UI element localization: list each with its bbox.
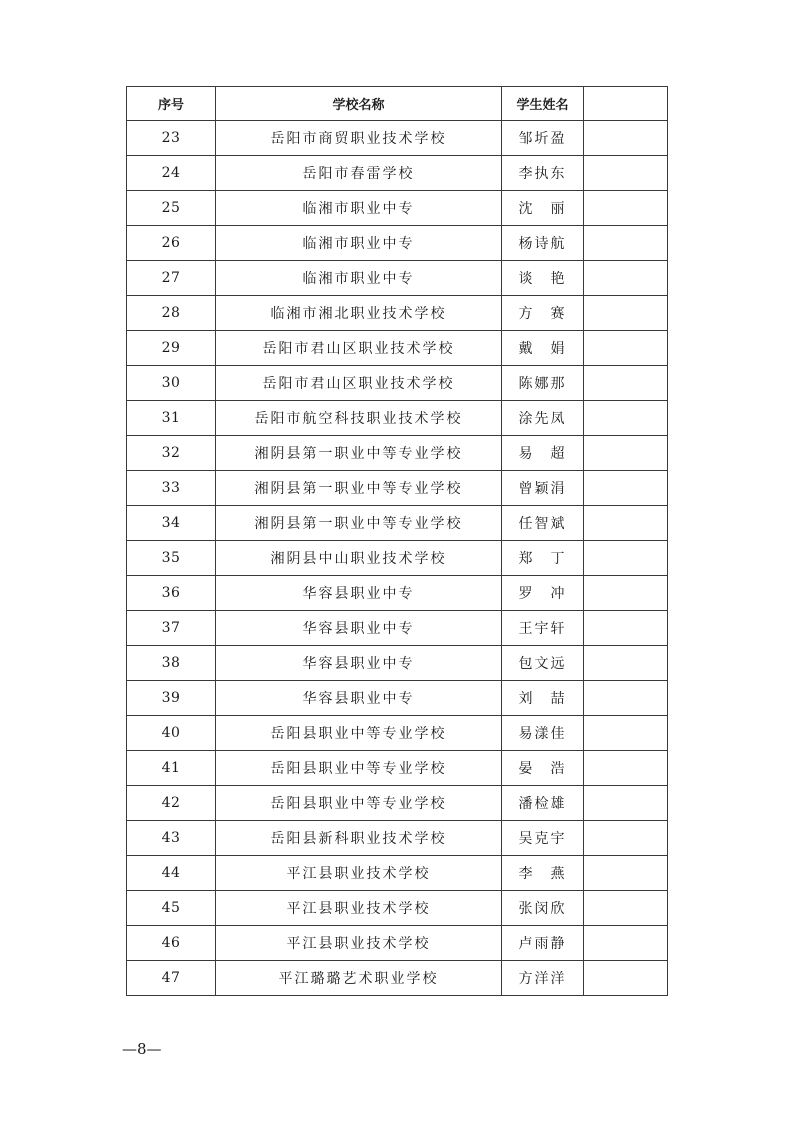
school-name-cell: 华容县职业中专 [216,576,502,611]
row-number-cell: 39 [127,681,216,716]
row-number-cell: 28 [127,296,216,331]
table-row [127,961,668,996]
table-header-row [127,87,668,121]
school-name-cell: 岳阳县新科职业技术学校 [216,821,502,856]
row-number-cell: 36 [127,576,216,611]
row-number-cell: 25 [127,191,216,226]
row-number-cell: 23 [127,121,216,156]
student-name-cell: 陈娜那 [502,366,584,401]
table-row [127,541,668,576]
blank-cell [584,751,668,786]
student-name-cell: 罗 冲 [502,576,584,611]
student-name-cell: 张闵欣 [502,891,584,926]
school-name-cell: 岳阳市春雷学校 [216,156,502,191]
table-row [127,576,668,611]
blank-cell [584,541,668,576]
blank-cell [584,156,668,191]
school-name-cell: 湘阴县第一职业中等专业学校 [216,506,502,541]
blank-cell [584,856,668,891]
row-number-cell: 29 [127,331,216,366]
school-name-cell: 华容县职业中专 [216,681,502,716]
header-number: 序号 [127,87,216,121]
header-school-name: 学校名称 [216,87,502,121]
school-name-cell: 华容县职业中专 [216,646,502,681]
row-number-cell: 31 [127,401,216,436]
table-row [127,506,668,541]
school-name-cell: 岳阳市航空科技职业技术学校 [216,401,502,436]
table-row [127,611,668,646]
student-name-cell: 包文远 [502,646,584,681]
school-name-cell: 平江县职业技术学校 [216,926,502,961]
table-row [127,191,668,226]
school-name-cell: 岳阳市商贸职业技术学校 [216,121,502,156]
row-number-cell: 46 [127,926,216,961]
school-name-cell: 临湘市湘北职业技术学校 [216,296,502,331]
header-blank [584,87,668,121]
school-name-cell: 岳阳县职业中等专业学校 [216,751,502,786]
student-name-cell: 吴克宇 [502,821,584,856]
blank-cell [584,716,668,751]
student-name-cell: 王宇轩 [502,611,584,646]
student-name-cell: 杨诗航 [502,226,584,261]
school-name-cell: 岳阳县职业中等专业学校 [216,716,502,751]
school-name-cell: 岳阳市君山区职业技术学校 [216,366,502,401]
student-name-cell: 李执东 [502,156,584,191]
student-name-cell: 易 超 [502,436,584,471]
table-row [127,261,668,296]
table-row [127,156,668,191]
school-name-cell: 临湘市职业中专 [216,261,502,296]
student-name-cell: 涂先凤 [502,401,584,436]
student-name-cell: 晏 浩 [502,751,584,786]
table-row [127,331,668,366]
blank-cell [584,786,668,821]
student-name-cell: 刘 喆 [502,681,584,716]
table-row [127,226,668,261]
student-name-cell: 郑 丁 [502,541,584,576]
student-name-cell: 方洋洋 [502,961,584,996]
table-row [127,296,668,331]
table-row [127,821,668,856]
row-number-cell: 24 [127,156,216,191]
student-name-cell: 邹圻盈 [502,121,584,156]
school-name-cell: 湘阴县第一职业中等专业学校 [216,471,502,506]
table-row [127,716,668,751]
blank-cell [584,366,668,401]
student-name-cell: 方 赛 [502,296,584,331]
row-number-cell: 32 [127,436,216,471]
student-name-cell: 谈 艳 [502,261,584,296]
student-roster-table [126,86,668,996]
blank-cell [584,436,668,471]
school-name-cell: 平江县职业技术学校 [216,856,502,891]
student-name-cell: 任智斌 [502,506,584,541]
student-name-cell: 卢雨静 [502,926,584,961]
row-number-cell: 33 [127,471,216,506]
blank-cell [584,576,668,611]
student-name-cell: 戴 娟 [502,331,584,366]
table-row [127,471,668,506]
table-row [127,436,668,471]
blank-cell [584,611,668,646]
blank-cell [584,226,668,261]
school-name-cell: 平江璐璐艺术职业学校 [216,961,502,996]
table-row [127,121,668,156]
blank-cell [584,926,668,961]
row-number-cell: 37 [127,611,216,646]
page-number: —8— [122,1040,162,1058]
row-number-cell: 34 [127,506,216,541]
blank-cell [584,191,668,226]
student-name-cell: 沈 丽 [502,191,584,226]
table-row [127,646,668,681]
row-number-cell: 40 [127,716,216,751]
row-number-cell: 38 [127,646,216,681]
row-number-cell: 41 [127,751,216,786]
blank-cell [584,471,668,506]
school-name-cell: 平江县职业技术学校 [216,891,502,926]
row-number-cell: 42 [127,786,216,821]
table-row [127,751,668,786]
blank-cell [584,506,668,541]
blank-cell [584,261,668,296]
table-row [127,926,668,961]
blank-cell [584,961,668,996]
table-body [127,121,668,996]
table-row [127,681,668,716]
student-name-cell: 潘检雄 [502,786,584,821]
blank-cell [584,681,668,716]
blank-cell [584,821,668,856]
row-number-cell: 30 [127,366,216,401]
student-name-cell: 易漾佳 [502,716,584,751]
school-name-cell: 岳阳县职业中等专业学校 [216,786,502,821]
table-row [127,366,668,401]
row-number-cell: 35 [127,541,216,576]
row-number-cell: 44 [127,856,216,891]
table-row [127,891,668,926]
blank-cell [584,331,668,366]
school-name-cell: 岳阳市君山区职业技术学校 [216,331,502,366]
table-row [127,786,668,821]
blank-cell [584,296,668,331]
student-name-cell: 曾颖涓 [502,471,584,506]
student-name-cell: 李 燕 [502,856,584,891]
row-number-cell: 27 [127,261,216,296]
school-name-cell: 华容县职业中专 [216,611,502,646]
school-name-cell: 湘阴县第一职业中等专业学校 [216,436,502,471]
header-student-name: 学生姓名 [502,87,584,121]
blank-cell [584,401,668,436]
table-row [127,401,668,436]
blank-cell [584,121,668,156]
row-number-cell: 47 [127,961,216,996]
school-name-cell: 临湘市职业中专 [216,226,502,261]
table-row [127,856,668,891]
row-number-cell: 45 [127,891,216,926]
blank-cell [584,891,668,926]
row-number-cell: 43 [127,821,216,856]
row-number-cell: 26 [127,226,216,261]
school-name-cell: 湘阴县中山职业技术学校 [216,541,502,576]
school-name-cell: 临湘市职业中专 [216,191,502,226]
blank-cell [584,646,668,681]
